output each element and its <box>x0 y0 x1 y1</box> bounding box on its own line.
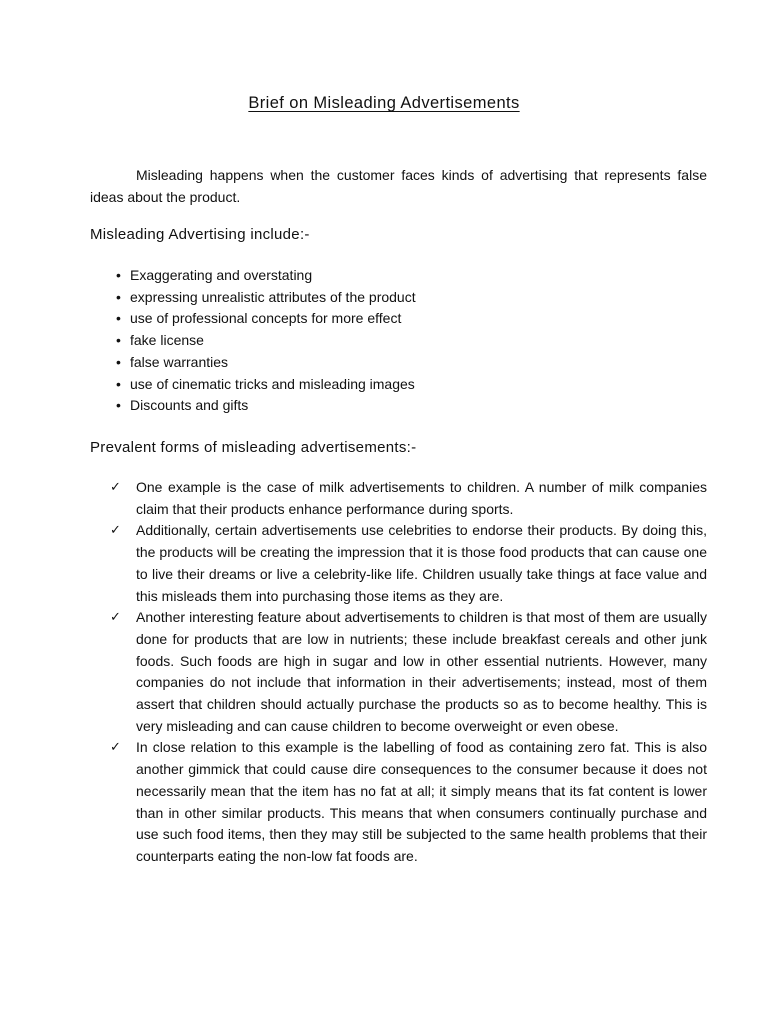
list-item-text: Exaggerating and overstating <box>130 267 313 283</box>
list-item-text: use of cinematic tricks and misleading images <box>130 375 415 392</box>
list-item <box>116 330 416 352</box>
list-item <box>110 520 707 607</box>
list-item-text: Another interesting feature about advertisements to children is that most of them are usually done for products that are low in nutrients; these include breakfast cereals and other junk foods. Such foods are high in sugar and low in other essential nutrients. However, many companies do not include that information in their advertisements; instead, most of them assert that children should actually purchase the products so as to become healthy. This is very misleading and can cause children to become overweight or even obese. <box>136 609 707 734</box>
list-item-text: Additionally, certain advertisements use celebrities to endorse their products. By doing this, the products will be creating the impression that it is those food products that can cause one to live their dreams or live a celebrity-like life. Children usually take things at face value and this misleads them into purchasing those items as they are. <box>136 522 707 604</box>
include-list <box>116 265 416 417</box>
forms-heading: Prevalent forms of misleading advertisements:- <box>90 439 417 456</box>
bullet-icon: • <box>116 267 121 283</box>
list-item <box>116 395 416 417</box>
checkmark-icon: ✓ <box>110 740 121 756</box>
list-item <box>116 374 416 396</box>
list-item-text: fake license <box>130 332 204 349</box>
list-item-text: false warranties <box>130 353 229 370</box>
list-item-text: use of professional concepts for more effect <box>130 310 402 327</box>
list-item <box>116 287 416 309</box>
list-item <box>110 607 707 737</box>
bullet-icon: • <box>116 288 121 305</box>
list-item <box>110 737 707 867</box>
checkmark-icon: ✓ <box>110 523 121 539</box>
list-item <box>110 477 707 520</box>
list-item <box>116 352 416 374</box>
bullet-icon: • <box>116 332 121 349</box>
checkmark-icon: ✓ <box>110 480 121 495</box>
bullet-icon: • <box>116 310 121 327</box>
bullet-icon: • <box>116 353 121 370</box>
checkmark-icon: ✓ <box>110 610 121 626</box>
list-item-text: expressing unrealistic attributes of the product <box>130 288 416 305</box>
list-item <box>116 308 416 330</box>
bullet-icon: • <box>116 375 121 392</box>
include-heading: Misleading Advertising include:- <box>90 226 310 243</box>
list-item-text: One example is the case of milk advertisements to children. A number of milk companies claim that their products enhance performance during sports. <box>136 479 707 517</box>
list-item-text: Discounts and gifts <box>130 397 249 414</box>
intro-paragraph: Misleading happens when the customer faces kinds of advertising that represents false ideas about the product. <box>90 167 707 205</box>
bullet-icon: • <box>116 397 121 414</box>
document-title: Brief on Misleading Advertisements <box>248 94 520 112</box>
forms-list <box>110 477 707 868</box>
list-item <box>116 265 416 287</box>
list-item-text: In close relation to this example is the labelling of food as containing zero fat. This is also another gimmick that could cause dire consequences to the consumer because it does not necessarily mean that the item has no fat at all; it simply means that its fat content is lower than in other similar products. This means that when consumers continually purchase and use such food items, then they may still be subjected to the same health problems that their counterparts eating the non-low fat foods are. <box>136 739 707 864</box>
